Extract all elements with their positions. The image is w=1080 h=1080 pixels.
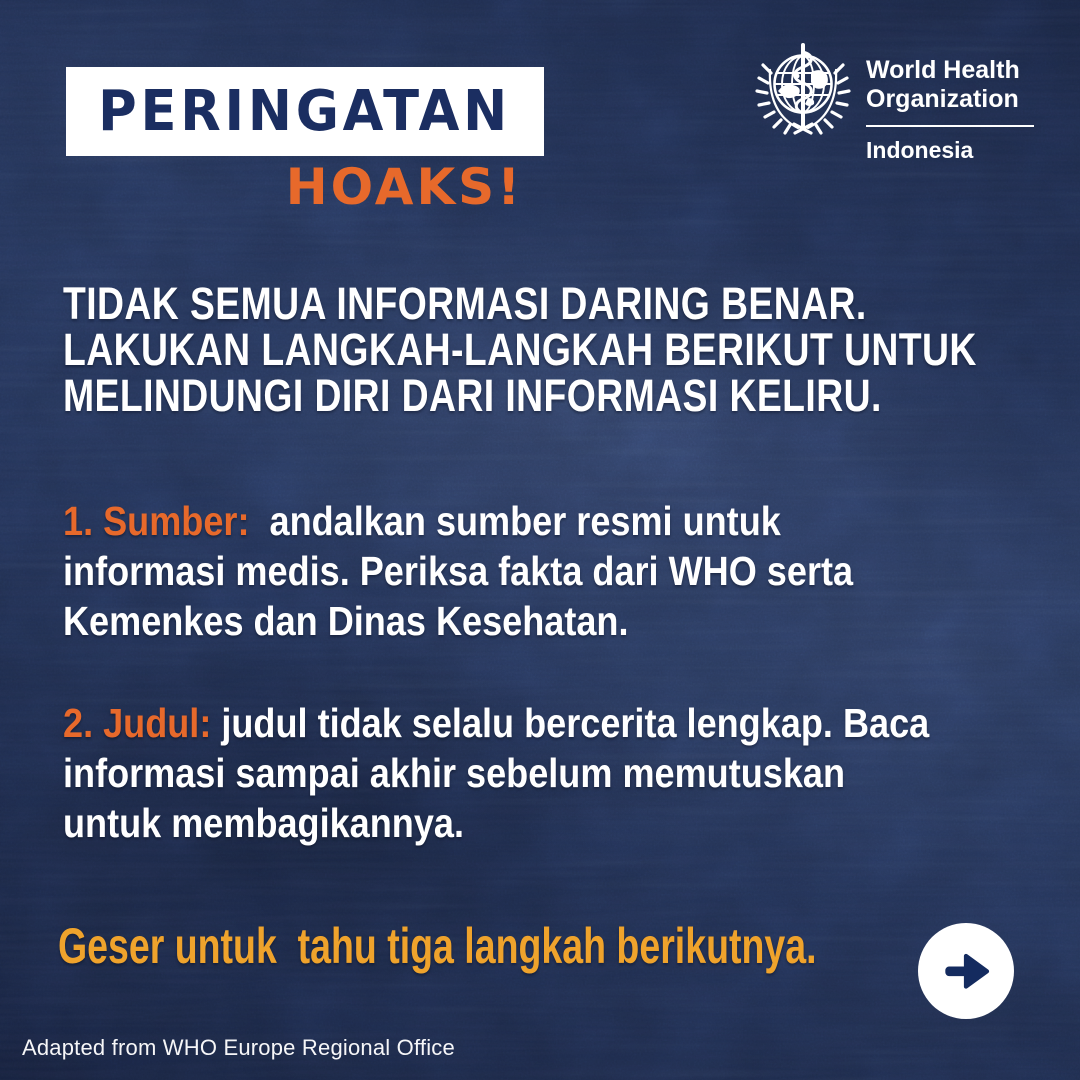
who-logo-text	[866, 56, 1034, 164]
who-logo-divider	[866, 125, 1034, 127]
step-sumber-text-1: andalkan sumber resmi untuk	[249, 498, 781, 544]
intro-line-2: LAKUKAN LANGKAH-LANGKAH BERIKUT UNTUK	[63, 324, 977, 375]
step-judul-text-2: informasi sampai akhir sebelum memutuskan	[63, 750, 846, 796]
step-sumber-label: 1. Sumber:	[63, 498, 250, 544]
warning-badge	[66, 67, 544, 156]
step-judul-text-1: judul tidak selalu bercerita lengkap. Baca	[211, 700, 930, 746]
step-sumber	[63, 496, 853, 646]
step-judul-text-3: untuk membagikannya.	[63, 800, 464, 846]
arrow-right-icon	[936, 941, 996, 1001]
step-sumber-line-1	[63, 496, 853, 546]
warning-badge-label: PERINGATAN	[98, 79, 512, 144]
step-sumber-text-2: informasi medis. Periksa fakta dari WHO serta	[63, 548, 854, 594]
intro-line-1: TIDAK SEMUA INFORMASI DARING BENAR.	[63, 278, 867, 329]
who-emblem-icon	[750, 40, 860, 140]
step-sumber-text-3: Kemenkes dan Dinas Kesehatan.	[63, 598, 629, 644]
step-judul	[63, 698, 929, 848]
swipe-cta-text: Geser untuk tahu tiga langkah berikutnya.	[58, 918, 817, 974]
step-judul-label: 2. Judul:	[63, 700, 212, 746]
attribution-text: Adapted from WHO Europe Regional Office	[22, 1035, 455, 1060]
hoax-subtitle: HOAKS!	[285, 158, 523, 216]
step-judul-line-1	[63, 698, 929, 748]
intro-line-3: MELINDUNGI DIRI DARI INFORMASI KELIRU.	[63, 370, 882, 421]
who-country-label: Indonesia	[866, 137, 974, 163]
who-name-line2: Organization	[866, 85, 1019, 113]
who-name-line1: World Health	[866, 56, 1020, 84]
intro-heading	[63, 278, 977, 421]
next-slide-button[interactable]	[918, 923, 1014, 1019]
